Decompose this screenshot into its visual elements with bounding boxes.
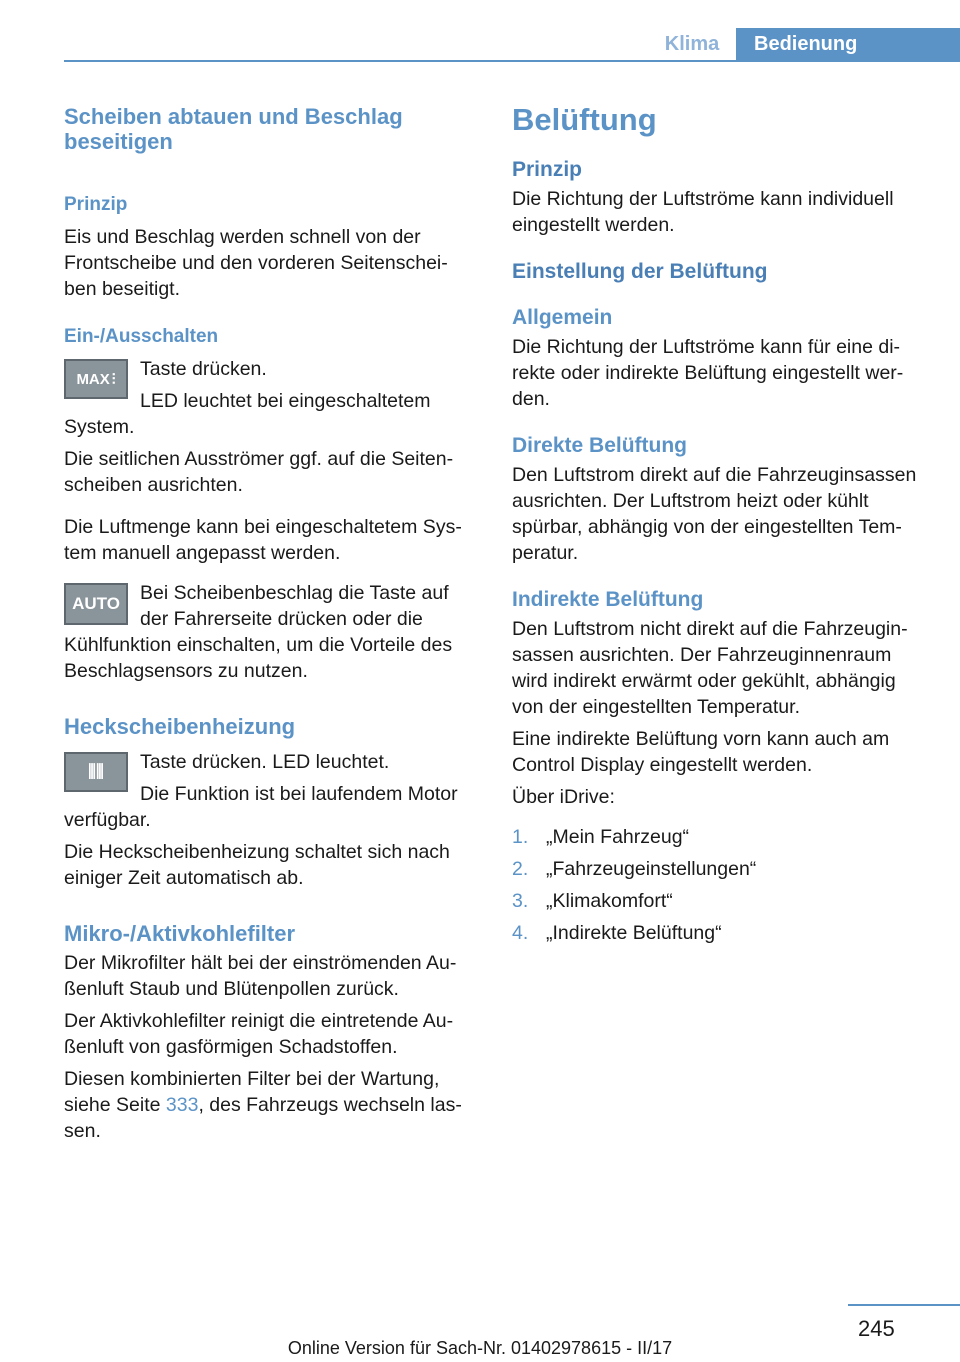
heading-prinzip-left: Prinzip [64,194,128,215]
text-seitliche-ausstroemer: Die seitlichen Ausströmer ggf. auf die Seiten-scheiben ausrichten. [64,448,454,496]
text-filter-wartung [64,1066,474,1144]
defrost-icon: ⫶ [111,370,116,388]
text-idrive: Über iDrive: [512,786,615,808]
step-text: „Indirekte Belüftung“ [546,922,722,944]
text-allgemein: Die Richtung der Luftströme kann für eine di-rekte oder indirekte Belüftung eingestellt wer-den. [512,336,904,410]
text-scheibenbeschlag: Bei Scheibenbeschlag die Taste auf der Fahrerseite drücken oder die Kühlfunktion einschalten, um die Vorteile des Beschlagsensors zu nutzen. [64,582,453,682]
rear-window-heating-icon: ⫼⫼ [88,762,104,781]
max-label: MAX [76,370,110,388]
step-number: 3. [512,890,529,912]
list-item [512,888,932,914]
text-led-leuchtet: LED leuchtet bei eingeschaltetem System. [64,390,431,438]
rear-defrost-button-icon [64,752,128,792]
footer-divider [848,1304,960,1306]
text-taste-druecken: Taste drücken. [140,358,267,380]
heading-indirekte-belueftung: Indirekte Belüftung [512,588,704,611]
text-direkte-belueftung: Den Luftstrom direkt auf die Fahrzeuginsassen ausrichten. Der Luftstrom heizt oder kühlt spürbar, abhängig von der eingestellten Tem-peratur. [512,464,917,564]
text-aktivkohlefilter: Der Aktivkohlefilter reinigt die eintretende Au-ßenluft von gasförmigen Schadstoffen. [64,1010,454,1058]
list-item [512,856,932,882]
page-number: 245 [858,1316,895,1341]
auto-label: AUTO [72,594,120,613]
step-number: 1. [512,826,529,848]
footer-version: Online Version für Sach-Nr. 01402978615 - II/17 [287,1338,673,1358]
auto-button-icon [64,583,128,625]
page-link-333[interactable]: 333 [165,1094,199,1116]
text-filter-wartung-b: , des Fahrzeugs wechseln las-sen. [64,1094,462,1142]
heading-ein-ausschalten: Ein-/Ausschalten [64,326,219,347]
heading-heckscheibenheizung: Heckscheibenheizung [64,714,296,739]
heading-prinzip-right: Prinzip [512,158,583,181]
text-mikrofilter: Der Mikrofilter hält bei der einströmenden Au-ßenluft Staub und Blütenpollen zurück. [64,952,457,1000]
heading-defrost: Scheiben abtauen und Beschlag beseitigen [64,104,403,154]
max-defrost-button-icon [64,359,128,399]
step-text: „Klimakomfort“ [546,890,673,912]
header-tab-bedienung[interactable]: Bedienung [736,28,960,62]
heading-allgemein: Allgemein [512,306,613,329]
heading-einstellung: Einstellung der Belüftung [512,260,768,283]
text-heck-taste: Taste drücken. LED leuchtet. [140,751,390,773]
text-heck-abschalten: Die Heckscheibenheizung schaltet sich nach einiger Zeit automatisch ab. [64,841,450,889]
text-control-display: Eine indirekte Belüftung vorn kann auch am Control Display eingestellt werden. [512,728,890,776]
header-tab-klima[interactable]: Klima [664,33,720,55]
text-indirekte-belueftung: Den Luftstrom nicht direkt auf die Fahrzeugin-sassen ausrichten. Der Fahrzeuginnenraum wird indirekt erwärmt oder gekühlt, abhängig von der eingestellten Temperatur. [512,618,908,718]
step-text: „Mein Fahrzeug“ [546,826,690,848]
header-divider [64,60,960,62]
text-heck-funktion: Die Funktion ist bei laufendem Motor verfügbar. [64,783,458,831]
text-prinzip-right: Die Richtung der Luftströme kann individuell eingestellt werden. [512,188,894,236]
step-text: „Fahrzeugeinstellungen“ [546,858,757,880]
heading-mikrofilter: Mikro-/Aktivkohlefilter [64,921,296,946]
list-item [512,824,932,850]
list-item [512,920,932,946]
heading-direkte-belueftung: Direkte Belüftung [512,434,688,457]
step-number: 4. [512,922,529,944]
right-column [512,100,932,952]
idrive-steps-list [512,824,932,946]
left-column [64,100,474,1144]
step-number: 2. [512,858,529,880]
text-luftmenge: Die Luftmenge kann bei eingeschaltetem Sys-tem manuell angepasst werden. [64,516,462,564]
text-filter-wartung-a: Diesen kombinierten Filter bei der Wartung, siehe Seite [64,1068,440,1116]
heading-belueftung: Belüftung [512,102,657,137]
text-prinzip-left: Eis und Beschlag werden schnell von der Frontscheibe und den vorderen Seitenschei-ben beseitigt. [64,226,448,300]
